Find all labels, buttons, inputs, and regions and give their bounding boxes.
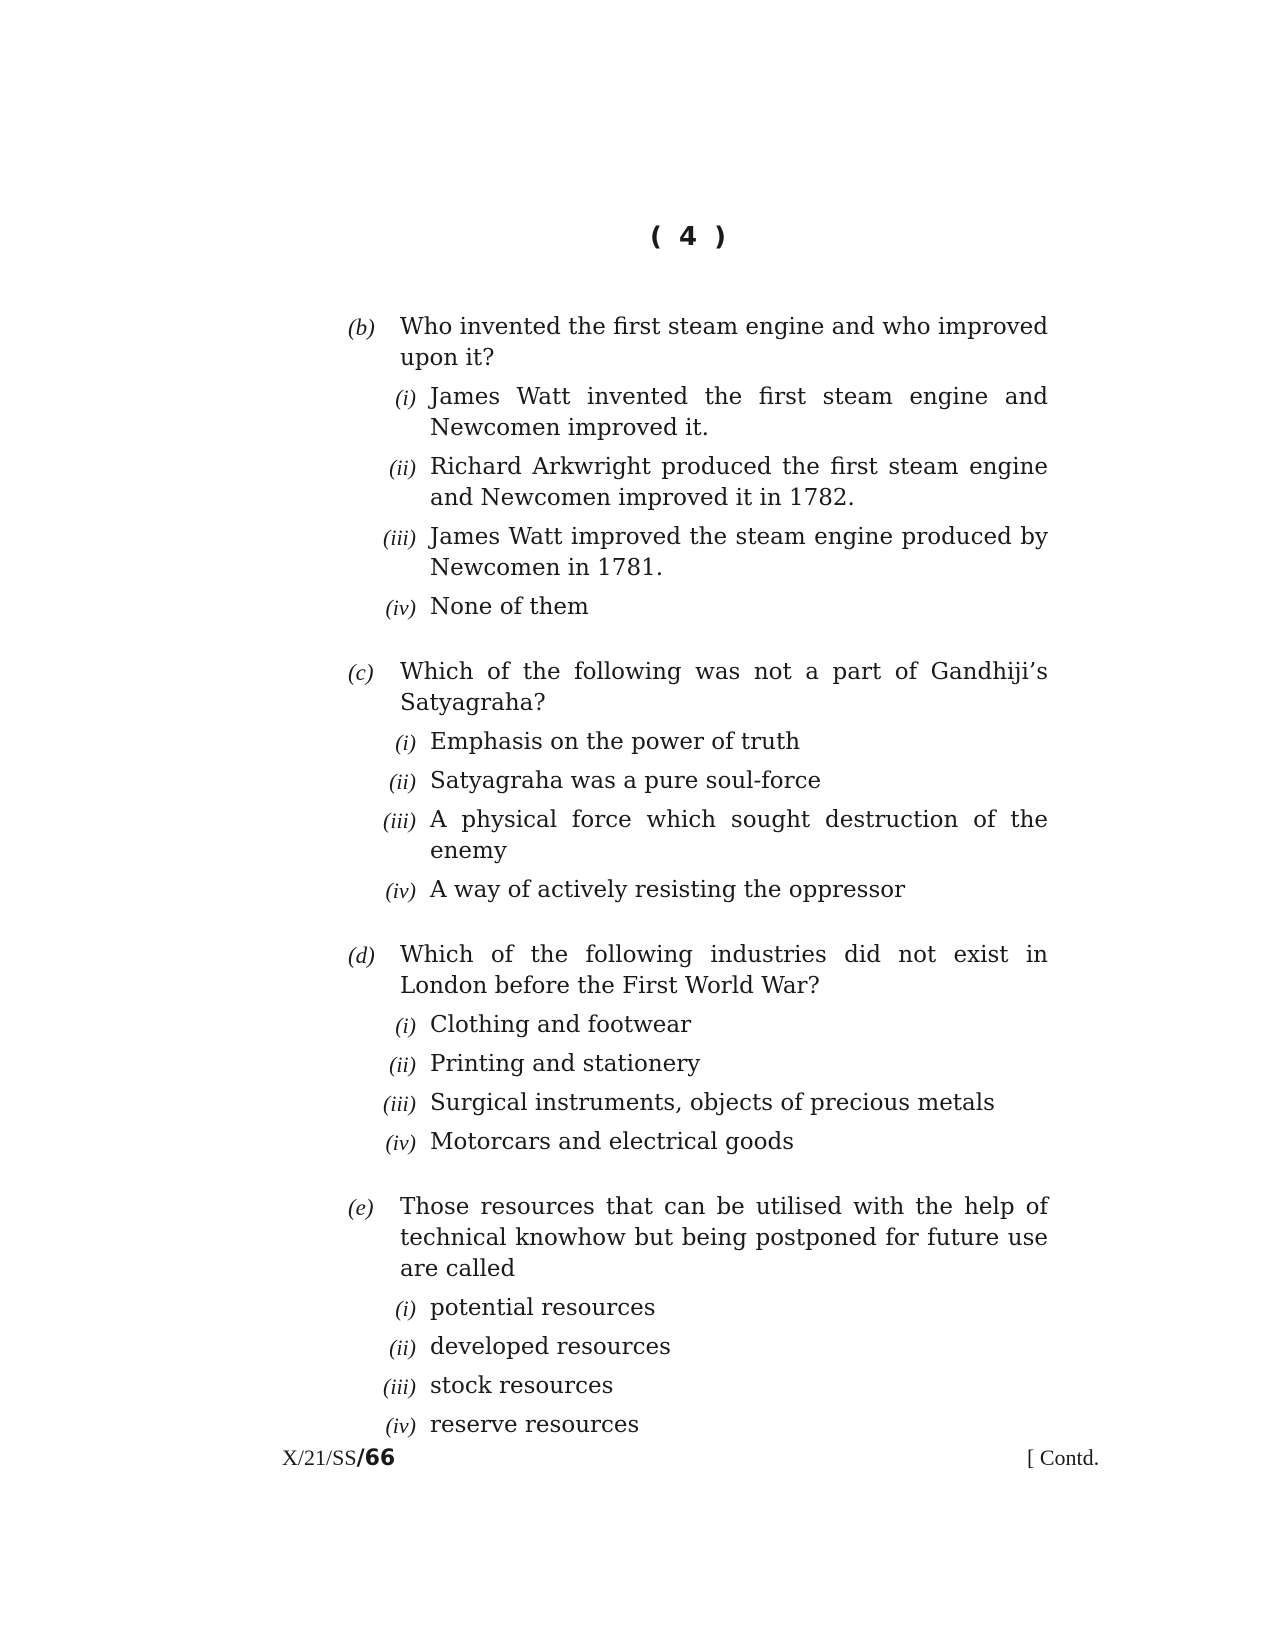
option bbox=[348, 522, 1048, 584]
option bbox=[348, 382, 1048, 444]
option-list bbox=[348, 1010, 1048, 1158]
option-label: (ii) bbox=[389, 455, 416, 480]
question bbox=[348, 312, 1048, 623]
question-text: Who invented the first steam engine and who improved upon it? bbox=[400, 314, 1048, 371]
option-text: Printing and stationery bbox=[430, 1051, 701, 1077]
option-text: developed resources bbox=[430, 1334, 671, 1360]
option bbox=[348, 875, 1048, 906]
option-label: (i) bbox=[395, 1296, 416, 1321]
question-label: (d) bbox=[348, 943, 375, 968]
option bbox=[348, 766, 1048, 797]
option-label: (iv) bbox=[385, 878, 416, 903]
question-label: (b) bbox=[348, 315, 375, 340]
question bbox=[348, 940, 1048, 1158]
option-text: James Watt improved the steam engine produced by Newcomen in 1781. bbox=[430, 524, 1048, 581]
option-text: reserve resources bbox=[430, 1412, 640, 1438]
paper-code bbox=[282, 1445, 395, 1471]
option-list bbox=[348, 727, 1048, 906]
question bbox=[348, 1192, 1048, 1441]
option bbox=[348, 1332, 1048, 1363]
option-text: Motorcars and electrical goods bbox=[430, 1129, 795, 1155]
option bbox=[348, 1371, 1048, 1402]
option-text: Clothing and footwear bbox=[430, 1012, 692, 1038]
option-label: (ii) bbox=[389, 769, 416, 794]
option-label: (ii) bbox=[389, 1335, 416, 1360]
option-label: (iii) bbox=[383, 808, 416, 833]
paper-code-prefix: X/21/SS bbox=[282, 1445, 357, 1470]
page-number: ( 4 ) bbox=[650, 222, 730, 252]
question-text: Which of the following was not a part of Gandhiji’s Satyagraha? bbox=[400, 659, 1048, 716]
option bbox=[348, 805, 1048, 867]
option-text: Satyagraha was a pure soul-force bbox=[430, 768, 822, 794]
question bbox=[348, 657, 1048, 906]
option bbox=[348, 1049, 1048, 1080]
option bbox=[348, 1127, 1048, 1158]
option-text: A way of actively resisting the oppressor bbox=[430, 877, 906, 903]
question-text: Which of the following industries did not exist in London before the First World War? bbox=[400, 942, 1048, 999]
question-label: (e) bbox=[348, 1195, 374, 1220]
option-label: (iii) bbox=[383, 1091, 416, 1116]
question-label: (c) bbox=[348, 660, 374, 685]
option-text: Emphasis on the power of truth bbox=[430, 729, 801, 755]
option-text: Richard Arkwright produced the first steam engine and Newcomen improved it in 1782. bbox=[430, 454, 1048, 511]
option bbox=[348, 1088, 1048, 1119]
option-label: (iv) bbox=[385, 1130, 416, 1155]
option-text: None of them bbox=[430, 594, 589, 620]
option-text: James Watt invented the first steam engine and Newcomen improved it. bbox=[430, 384, 1048, 441]
option-label: (iv) bbox=[385, 595, 416, 620]
option-label: (i) bbox=[395, 730, 416, 755]
option-label: (ii) bbox=[389, 1052, 416, 1077]
option-text: stock resources bbox=[430, 1373, 614, 1399]
option-label: (iii) bbox=[383, 525, 416, 550]
option bbox=[348, 727, 1048, 758]
option bbox=[348, 1010, 1048, 1041]
paper-code-suffix: /66 bbox=[356, 1446, 396, 1471]
option bbox=[348, 452, 1048, 514]
continued-note: [ Contd. bbox=[1027, 1445, 1100, 1470]
question-list bbox=[348, 312, 1048, 1475]
option-label: (iv) bbox=[385, 1413, 416, 1438]
option-list bbox=[348, 1293, 1048, 1441]
question-text: Those resources that can be utilised with the help of technical knowhow but being postponed for future use are called bbox=[400, 1194, 1048, 1282]
option bbox=[348, 592, 1048, 623]
option-label: (i) bbox=[395, 1013, 416, 1038]
option-text: Surgical instruments, objects of precious metals bbox=[430, 1090, 995, 1116]
option-text: potential resources bbox=[430, 1295, 656, 1321]
option-text: A physical force which sought destruction of the enemy bbox=[430, 807, 1048, 864]
option bbox=[348, 1293, 1048, 1324]
option-list bbox=[348, 382, 1048, 623]
option-label: (i) bbox=[395, 385, 416, 410]
option bbox=[348, 1410, 1048, 1441]
option-label: (iii) bbox=[383, 1374, 416, 1399]
